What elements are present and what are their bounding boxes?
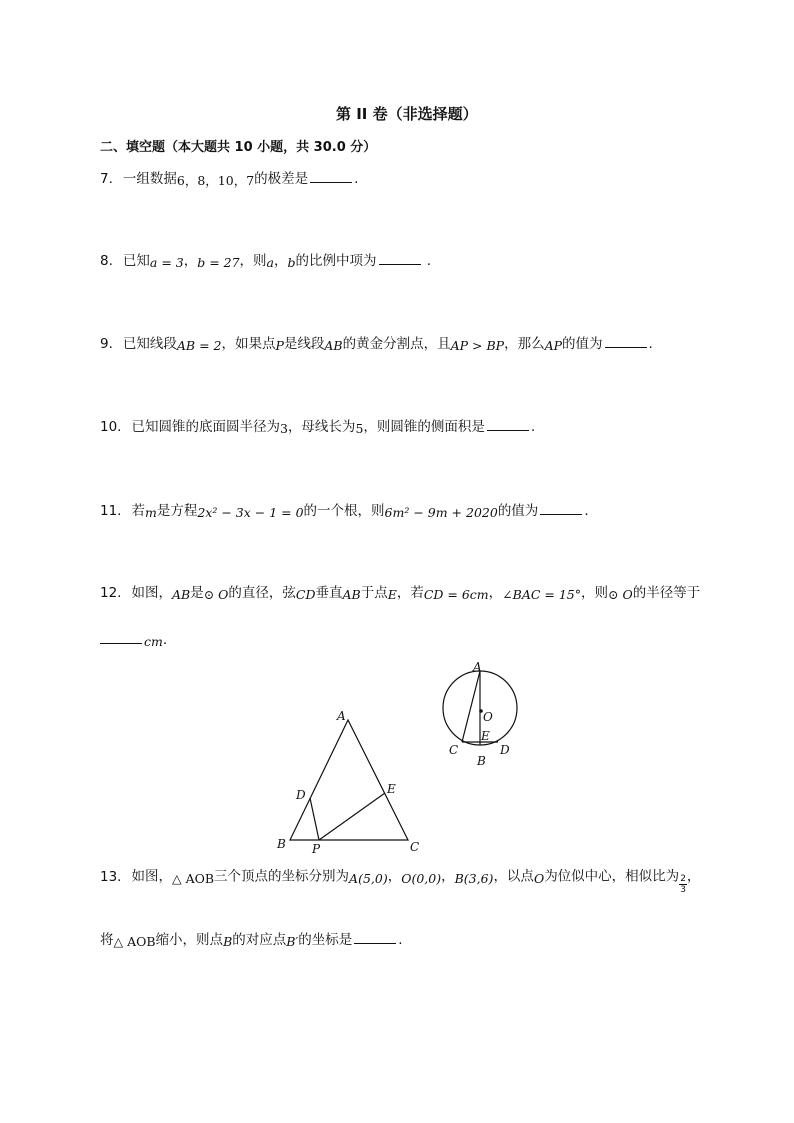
label-o: O	[483, 710, 493, 724]
q11-math-3: 6m² − 9m + 2020	[384, 505, 498, 520]
q13-text-11: 的坐标是	[298, 932, 353, 948]
q13-text-4: ，	[441, 868, 455, 885]
q8-math-4: b	[287, 255, 296, 270]
label-a: A	[337, 709, 346, 723]
q12-math-2: ⊙ O	[203, 587, 229, 602]
q9-math-3: AB	[324, 338, 343, 353]
label-d: D	[500, 743, 510, 757]
question-number: 12.	[100, 585, 122, 601]
q11-text-5: .	[584, 503, 589, 519]
q9-text-7: .	[648, 336, 653, 352]
label-c: C	[410, 840, 420, 854]
label-a: A	[473, 660, 482, 674]
q9-text-2: ，如果点	[221, 336, 276, 352]
answer-blank[interactable]	[540, 500, 582, 515]
question-12-continuation	[100, 629, 167, 650]
q13-text-12: .	[398, 932, 403, 948]
q12-math-5: E	[387, 587, 397, 602]
answer-blank[interactable]	[605, 333, 647, 348]
q12-text-1: 如图，	[131, 585, 172, 601]
question-number: 7.	[100, 171, 113, 187]
label-p: P	[312, 842, 321, 856]
q12-math-8: ⊙ O	[608, 587, 633, 602]
question-8	[100, 250, 431, 271]
q9-math-2: P	[275, 338, 284, 353]
triangle-figure	[272, 704, 424, 856]
segment-dp	[310, 798, 319, 840]
q13-math-8: B′	[286, 934, 299, 949]
q13-text-7: ，	[686, 868, 701, 885]
question-number: 8.	[100, 253, 113, 269]
label-d: D	[296, 788, 306, 802]
q10-math-1: 3	[279, 421, 288, 436]
q12-text-2: 是	[190, 585, 204, 601]
answer-blank[interactable]	[310, 168, 352, 183]
circle-figure	[432, 656, 532, 772]
q12-text-8: ，则	[581, 585, 608, 601]
q12-math-9: cm	[144, 634, 163, 649]
q13-math-2: A(5,0)	[349, 870, 388, 886]
q12-math-4: AB	[342, 587, 361, 602]
q9-text-3: 是线段	[283, 336, 325, 352]
q12-text-3: 的直径，弦	[228, 585, 296, 601]
question-11	[100, 500, 589, 521]
q12-text-4: 垂直	[315, 585, 343, 601]
question-7	[100, 168, 358, 189]
q9-text-4: 的黄金分割点，且	[342, 336, 451, 352]
q13-math-4: B(3,6)	[454, 870, 494, 886]
q8-text-6: .	[422, 253, 432, 269]
fraction-numerator: 2	[680, 874, 686, 884]
q7-text-1: 一组数据	[122, 171, 177, 187]
q10-text-2: ，母线长为	[287, 419, 356, 435]
q13-text-1: 如图，	[131, 868, 172, 885]
q7-text-2: 的极差是	[254, 171, 309, 187]
triangle-abc	[290, 720, 408, 840]
section-heading: 二、填空题（本大题共 10 小题，共 30.0 分）	[100, 140, 377, 155]
q9-text-5: ，那么	[504, 336, 545, 352]
q7-text-3: .	[354, 171, 359, 187]
answer-blank[interactable]	[100, 629, 142, 644]
fraction-denominator: 3	[680, 885, 686, 895]
q9-math-5: AP	[544, 338, 563, 353]
q13-text-5: ，以点	[493, 868, 534, 885]
q9-text-1: 已知线段	[122, 336, 177, 352]
q11-text-2: 是方程	[156, 503, 198, 519]
q10-text-3: ，则圆锥的侧面积是	[363, 419, 485, 435]
q9-math-1: AB = 2	[176, 338, 222, 353]
q8-text-2: ，	[183, 253, 198, 269]
label-b: B	[477, 754, 486, 768]
q13-text-3: ，	[387, 868, 402, 885]
ratio-fraction	[679, 874, 687, 895]
q12-text-9: 的半径等于	[632, 585, 701, 601]
question-12	[100, 583, 700, 603]
q10-text-1: 已知圆锥的底面圆半径为	[131, 419, 280, 435]
q12-math-3: CD	[295, 587, 316, 602]
q11-text-3: 的一个根，则	[303, 503, 385, 519]
question-9	[100, 333, 653, 354]
q12-text-7: ，	[488, 585, 503, 601]
q11-math-1: m	[144, 505, 157, 520]
q13-math-6: △ AOB	[113, 934, 156, 949]
segment-ac	[462, 671, 480, 742]
q11-text-1: 若	[131, 503, 145, 519]
page-title: 第 II 卷（非选择题）	[336, 105, 478, 123]
answer-blank[interactable]	[379, 250, 421, 265]
q8-math-1: a = 3	[149, 255, 184, 270]
segment-pe	[319, 793, 385, 840]
answer-blank[interactable]	[487, 416, 529, 431]
q7-math-1: 6，8，10，7	[176, 173, 255, 188]
q12-math-1: AB	[171, 587, 191, 602]
label-b: B	[277, 837, 286, 851]
question-number: 13.	[100, 868, 122, 885]
q11-text-4: 的值为	[497, 503, 539, 519]
answer-blank[interactable]	[354, 929, 396, 944]
q12-text-5: 于点	[360, 585, 388, 601]
q13-text-8: 将	[100, 932, 114, 948]
q8-text-4: ，	[274, 253, 288, 269]
question-10	[100, 416, 535, 437]
question-13-continuation	[100, 929, 403, 950]
q13-math-3: O(0,0)	[401, 870, 442, 886]
q11-math-2: 2x² − 3x − 1 = 0	[197, 505, 304, 520]
q9-text-6: 的值为	[562, 336, 603, 352]
q8-text-5: 的比例中项为	[295, 253, 377, 269]
q13-math-7: B	[223, 934, 233, 949]
q13-text-9: 缩小，则点	[155, 932, 224, 948]
q8-math-3: a	[266, 255, 274, 270]
q12-text-10: .	[162, 632, 168, 648]
q10-math-2: 5	[355, 421, 364, 436]
q10-text-4: .	[530, 419, 536, 435]
label-e: E	[387, 782, 396, 796]
question-number: 11.	[100, 503, 122, 519]
question-13	[100, 866, 701, 895]
q8-math-2: b = 27	[197, 255, 240, 270]
question-number: 9.	[100, 336, 113, 352]
q13-text-10: 的对应点	[232, 932, 287, 948]
q13-text-2: 三个顶点的坐标分别为	[214, 868, 350, 885]
q12-text-6: ，若	[396, 585, 424, 601]
label-c: C	[449, 743, 459, 757]
question-number: 10.	[100, 419, 122, 435]
q8-text-3: ，则	[239, 253, 267, 269]
q13-math-5: O	[533, 870, 545, 886]
q9-math-4: AP > BP	[450, 338, 505, 353]
q13-math-1: △ AOB	[171, 870, 215, 886]
q8-text-1: 已知	[122, 253, 150, 269]
label-e: E	[481, 729, 490, 743]
q12-math-7: ∠BAC = 15°	[502, 587, 581, 602]
q13-text-6: 为位似中心，相似比为	[544, 868, 680, 885]
q12-math-6: CD = 6cm	[423, 587, 489, 602]
